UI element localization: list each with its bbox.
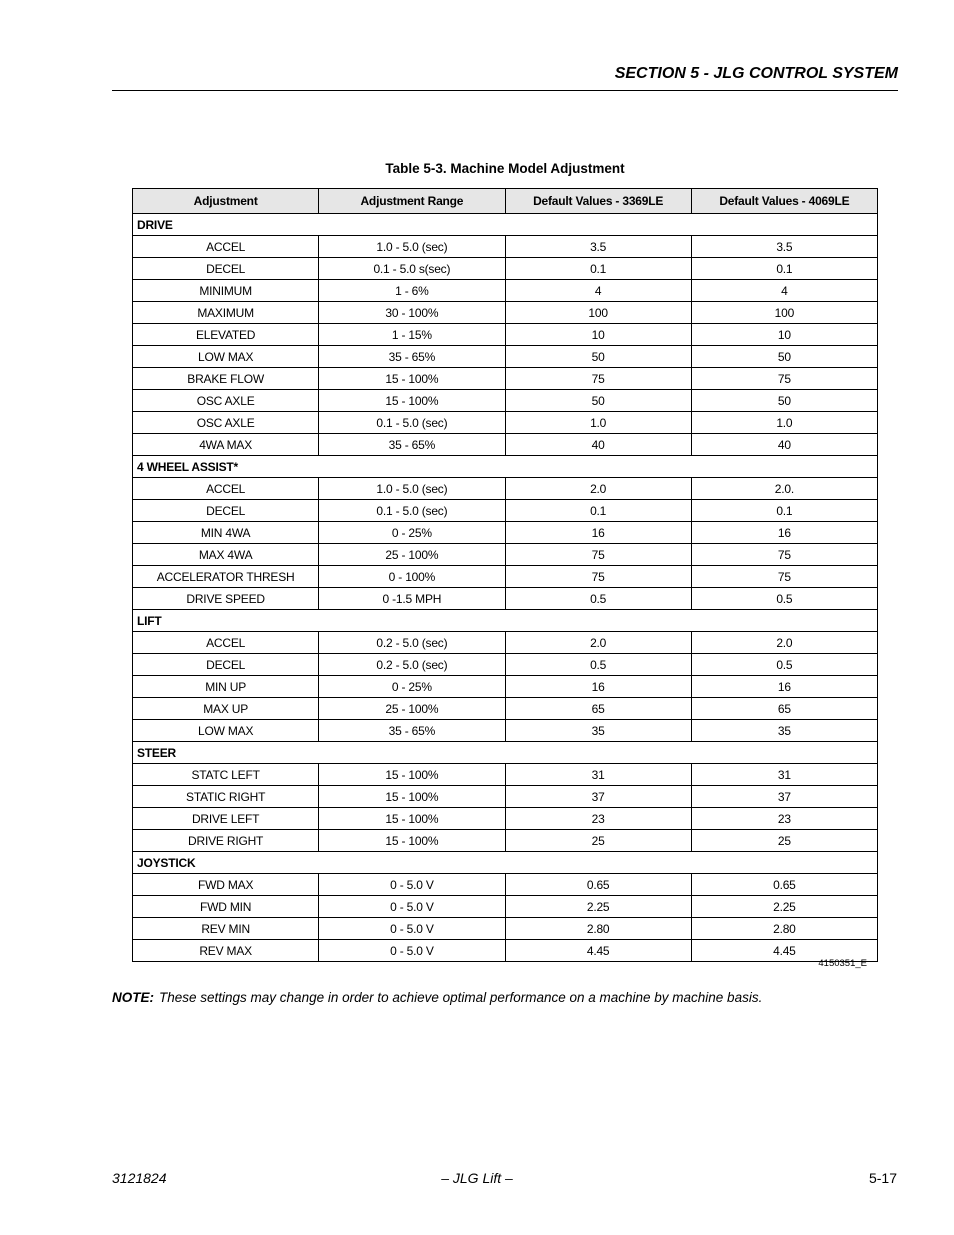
range-cell: 1.0 - 5.0 (sec) bbox=[319, 478, 505, 500]
default-4069le-cell: 0.5 bbox=[691, 654, 877, 676]
adjustment-cell: MIN 4WA bbox=[133, 522, 319, 544]
default-3369le-cell: 10 bbox=[505, 324, 691, 346]
adjustment-cell: LOW MAX bbox=[133, 346, 319, 368]
adjustment-cell: DRIVE LEFT bbox=[133, 808, 319, 830]
table-row bbox=[133, 566, 878, 588]
default-4069le-cell: 0.1 bbox=[691, 258, 877, 280]
adjustment-cell: MIN UP bbox=[133, 676, 319, 698]
default-3369le-cell: 40 bbox=[505, 434, 691, 456]
note-text: These settings may change in order to achieve optimal performance on a machine by machine basis. bbox=[159, 990, 763, 1005]
table-row bbox=[133, 808, 878, 830]
default-3369le-cell: 1.0 bbox=[505, 412, 691, 434]
table-row bbox=[133, 940, 878, 962]
default-4069le-cell: 16 bbox=[691, 522, 877, 544]
range-cell: 35 - 65% bbox=[319, 434, 505, 456]
range-cell: 0.1 - 5.0 (sec) bbox=[319, 412, 505, 434]
table-row bbox=[133, 236, 878, 258]
range-cell: 15 - 100% bbox=[319, 390, 505, 412]
default-4069le-cell: 0.1 bbox=[691, 500, 877, 522]
range-cell: 1 - 6% bbox=[319, 280, 505, 302]
default-4069le-cell: 75 bbox=[691, 566, 877, 588]
default-4069le-cell: 1.0 bbox=[691, 412, 877, 434]
section-label: JOYSTICK bbox=[133, 852, 878, 874]
default-3369le-cell: 75 bbox=[505, 566, 691, 588]
range-cell: 0.1 - 5.0 (sec) bbox=[319, 500, 505, 522]
default-3369le-cell: 4 bbox=[505, 280, 691, 302]
section-label: DRIVE bbox=[133, 214, 878, 236]
range-cell: 25 - 100% bbox=[319, 544, 505, 566]
range-cell: 0.1 - 5.0 s(sec) bbox=[319, 258, 505, 280]
table-row bbox=[133, 302, 878, 324]
default-3369le-cell: 3.5 bbox=[505, 236, 691, 258]
default-3369le-cell: 16 bbox=[505, 676, 691, 698]
adjustment-cell: ACCEL bbox=[133, 478, 319, 500]
default-4069le-cell: 2.25 bbox=[691, 896, 877, 918]
table-row bbox=[133, 764, 878, 786]
table-row bbox=[133, 522, 878, 544]
footer-page-number: 5-17 bbox=[868, 1170, 897, 1186]
table-row bbox=[133, 544, 878, 566]
adjustment-cell: REV MIN bbox=[133, 918, 319, 940]
range-cell: 35 - 65% bbox=[319, 346, 505, 368]
adjustment-cell: OSC AXLE bbox=[133, 412, 319, 434]
default-3369le-cell: 23 bbox=[505, 808, 691, 830]
default-4069le-cell: 25 bbox=[691, 830, 877, 852]
range-cell: 15 - 100% bbox=[319, 786, 505, 808]
default-3369le-cell: 65 bbox=[505, 698, 691, 720]
default-4069le-cell: 16 bbox=[691, 676, 877, 698]
table-row bbox=[133, 874, 878, 896]
table-row bbox=[133, 676, 878, 698]
default-3369le-cell: 35 bbox=[505, 720, 691, 742]
default-4069le-cell: 75 bbox=[691, 544, 877, 566]
footer-publisher: – JLG Lift – bbox=[441, 1170, 513, 1186]
default-4069le-cell: 0.5 bbox=[691, 588, 877, 610]
range-cell: 0 - 25% bbox=[319, 522, 505, 544]
section-row bbox=[133, 456, 878, 478]
table-row bbox=[133, 478, 878, 500]
table-row bbox=[133, 434, 878, 456]
table-row bbox=[133, 412, 878, 434]
section-row bbox=[133, 742, 878, 764]
table-row bbox=[133, 368, 878, 390]
section-label: LIFT bbox=[133, 610, 878, 632]
adjustment-cell: ELEVATED bbox=[133, 324, 319, 346]
range-cell: 1 - 15% bbox=[319, 324, 505, 346]
adjustment-cell: DRIVE RIGHT bbox=[133, 830, 319, 852]
default-3369le-cell: 75 bbox=[505, 368, 691, 390]
footer-doc-number: 3121824 bbox=[112, 1170, 167, 1186]
section-row bbox=[133, 852, 878, 874]
adjustment-cell: DECEL bbox=[133, 258, 319, 280]
range-cell: 0 - 5.0 V bbox=[319, 874, 505, 896]
default-3369le-cell: 75 bbox=[505, 544, 691, 566]
range-cell: 0 - 5.0 V bbox=[319, 918, 505, 940]
default-4069le-cell: 31 bbox=[691, 764, 877, 786]
default-3369le-cell: 50 bbox=[505, 346, 691, 368]
adjustment-cell: DECEL bbox=[133, 500, 319, 522]
table-row bbox=[133, 830, 878, 852]
adjustment-cell: FWD MIN bbox=[133, 896, 319, 918]
adjustment-cell: DRIVE SPEED bbox=[133, 588, 319, 610]
default-3369le-cell: 37 bbox=[505, 786, 691, 808]
table-row bbox=[133, 896, 878, 918]
default-3369le-cell: 0.65 bbox=[505, 874, 691, 896]
adjustment-cell: ACCEL bbox=[133, 236, 319, 258]
range-cell: 15 - 100% bbox=[319, 808, 505, 830]
table-header-row bbox=[133, 189, 878, 214]
default-3369le-cell: 16 bbox=[505, 522, 691, 544]
column-header-default-4069le: Default Values - 4069LE bbox=[691, 189, 877, 214]
adjustment-cell: MINIMUM bbox=[133, 280, 319, 302]
range-cell: 0.2 - 5.0 (sec) bbox=[319, 654, 505, 676]
table-row bbox=[133, 324, 878, 346]
default-4069le-cell: 37 bbox=[691, 786, 877, 808]
range-cell: 0 - 5.0 V bbox=[319, 940, 505, 962]
adjustment-cell: ACCEL bbox=[133, 632, 319, 654]
adjustment-cell: REV MAX bbox=[133, 940, 319, 962]
default-3369le-cell: 0.1 bbox=[505, 258, 691, 280]
default-4069le-cell: 0.65 bbox=[691, 874, 877, 896]
section-title: SECTION 5 - JLG CONTROL SYSTEM bbox=[614, 65, 898, 82]
default-4069le-cell: 50 bbox=[691, 390, 877, 412]
table-row bbox=[133, 786, 878, 808]
default-4069le-cell: 65 bbox=[691, 698, 877, 720]
default-4069le-cell: 3.5 bbox=[691, 236, 877, 258]
range-cell: 1.0 - 5.0 (sec) bbox=[319, 236, 505, 258]
adjustment-cell: LOW MAX bbox=[133, 720, 319, 742]
adjustment-cell: MAX 4WA bbox=[133, 544, 319, 566]
default-4069le-cell: 2.0. bbox=[691, 478, 877, 500]
table-row bbox=[133, 698, 878, 720]
table-row bbox=[133, 588, 878, 610]
range-cell: 30 - 100% bbox=[319, 302, 505, 324]
default-3369le-cell: 25 bbox=[505, 830, 691, 852]
range-cell: 35 - 65% bbox=[319, 720, 505, 742]
column-header-adjustment: Adjustment bbox=[133, 189, 319, 214]
adjustment-cell: DECEL bbox=[133, 654, 319, 676]
note-label: NOTE: bbox=[112, 990, 154, 1005]
adjustment-cell: STATIC RIGHT bbox=[133, 786, 319, 808]
table-body bbox=[133, 214, 878, 962]
range-cell: 0 -1.5 MPH bbox=[319, 588, 505, 610]
adjustment-cell: 4WA MAX bbox=[133, 434, 319, 456]
adjustment-cell: STATC LEFT bbox=[133, 764, 319, 786]
default-3369le-cell: 0.1 bbox=[505, 500, 691, 522]
default-3369le-cell: 2.0 bbox=[505, 478, 691, 500]
default-4069le-cell: 4 bbox=[691, 280, 877, 302]
default-3369le-cell: 0.5 bbox=[505, 588, 691, 610]
range-cell: 0.2 - 5.0 (sec) bbox=[319, 632, 505, 654]
page-header bbox=[112, 64, 898, 91]
section-row bbox=[133, 214, 878, 236]
table-row bbox=[133, 632, 878, 654]
table-row bbox=[133, 918, 878, 940]
default-3369le-cell: 2.80 bbox=[505, 918, 691, 940]
table-row bbox=[133, 720, 878, 742]
table-caption: Table 5-3. Machine Model Adjustment bbox=[385, 161, 625, 176]
default-4069le-cell: 50 bbox=[691, 346, 877, 368]
adjustment-cell: BRAKE FLOW bbox=[133, 368, 319, 390]
range-cell: 0 - 100% bbox=[319, 566, 505, 588]
range-cell: 25 - 100% bbox=[319, 698, 505, 720]
column-header-adjustment-range: Adjustment Range bbox=[319, 189, 505, 214]
figure-id: 4150351_E bbox=[818, 958, 867, 969]
range-cell: 15 - 100% bbox=[319, 764, 505, 786]
section-label: STEER bbox=[133, 742, 878, 764]
adjustment-cell: FWD MAX bbox=[133, 874, 319, 896]
default-3369le-cell: 4.45 bbox=[505, 940, 691, 962]
section-row bbox=[133, 610, 878, 632]
table-row bbox=[133, 500, 878, 522]
default-4069le-cell: 75 bbox=[691, 368, 877, 390]
table-row bbox=[133, 280, 878, 302]
adjustment-cell: OSC AXLE bbox=[133, 390, 319, 412]
default-4069le-cell: 35 bbox=[691, 720, 877, 742]
default-3369le-cell: 31 bbox=[505, 764, 691, 786]
default-3369le-cell: 50 bbox=[505, 390, 691, 412]
default-4069le-cell: 2.0 bbox=[691, 632, 877, 654]
adjustment-cell: MAXIMUM bbox=[133, 302, 319, 324]
table-row bbox=[133, 258, 878, 280]
table-row bbox=[133, 654, 878, 676]
default-3369le-cell: 0.5 bbox=[505, 654, 691, 676]
range-cell: 0 - 25% bbox=[319, 676, 505, 698]
default-4069le-cell: 40 bbox=[691, 434, 877, 456]
default-4069le-cell: 4.45 bbox=[691, 940, 877, 962]
range-cell: 15 - 100% bbox=[319, 830, 505, 852]
range-cell: 0 - 5.0 V bbox=[319, 896, 505, 918]
table-row bbox=[133, 390, 878, 412]
default-3369le-cell: 2.0 bbox=[505, 632, 691, 654]
default-4069le-cell: 23 bbox=[691, 808, 877, 830]
default-3369le-cell: 100 bbox=[505, 302, 691, 324]
section-label: 4 WHEEL ASSIST* bbox=[133, 456, 878, 478]
default-4069le-cell: 100 bbox=[691, 302, 877, 324]
column-header-default-3369le: Default Values - 3369LE bbox=[505, 189, 691, 214]
table-row bbox=[133, 346, 878, 368]
adjustment-cell: ACCELERATOR THRESH bbox=[133, 566, 319, 588]
default-4069le-cell: 2.80 bbox=[691, 918, 877, 940]
default-4069le-cell: 10 bbox=[691, 324, 877, 346]
machine-model-adjustment-table bbox=[132, 188, 878, 962]
default-3369le-cell: 2.25 bbox=[505, 896, 691, 918]
range-cell: 15 - 100% bbox=[319, 368, 505, 390]
note bbox=[112, 990, 902, 1005]
adjustment-cell: MAX UP bbox=[133, 698, 319, 720]
